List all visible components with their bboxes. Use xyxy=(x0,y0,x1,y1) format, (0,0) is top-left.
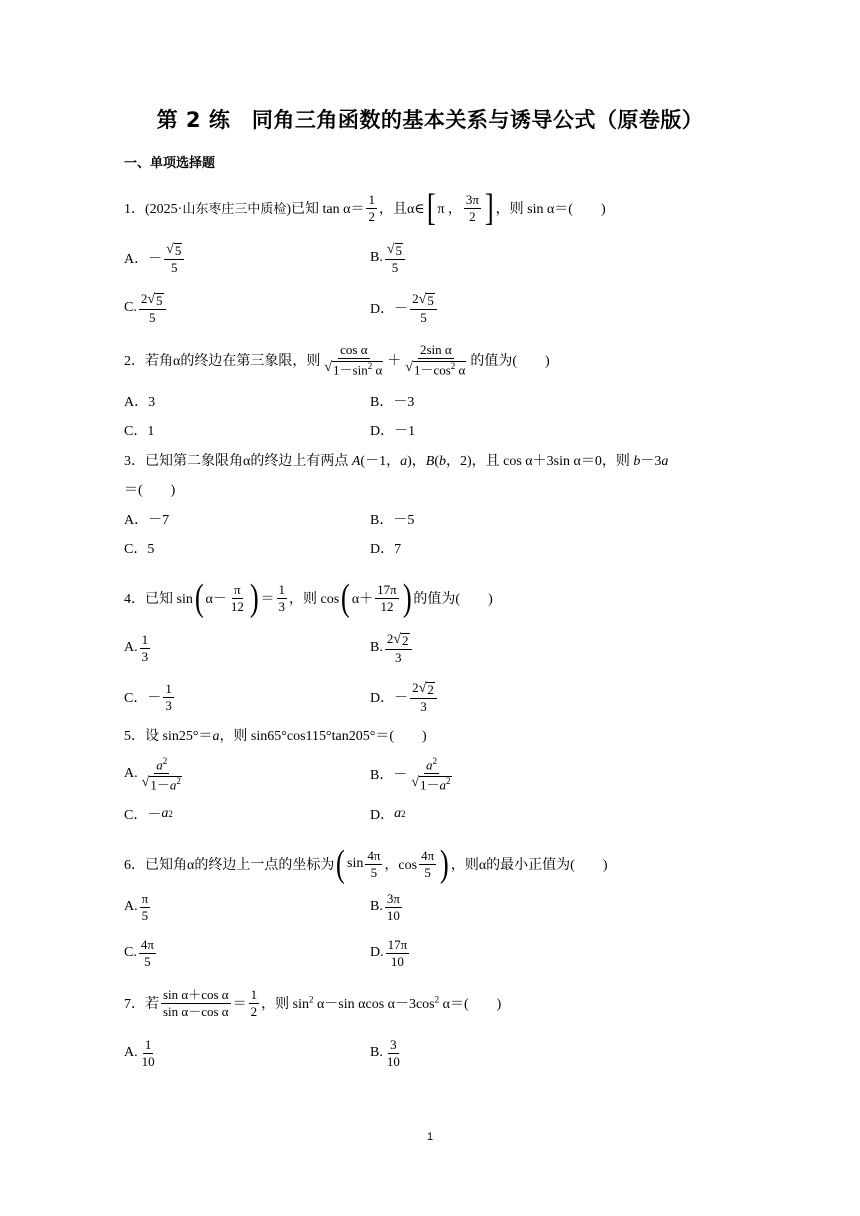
q2-option-c: C．1 xyxy=(124,424,155,439)
page-title: 第 2 练 同角三角函数的基本关系与诱导公式（原卷版） xyxy=(156,108,704,132)
question-5: 5．设 sin25°＝a，则 sin65°cos115°tan205°＝( ) xyxy=(124,729,427,744)
question-4: 4．已知 sin ( α－ $\frac{\pi}{12}$ ) ＝ $\frac{1}{3}$ ，则 cos ( α＋ $\frac{17\pi}{12}$ ) 的值为( ) xyxy=(124,577,493,619)
q2-option-d: D．－1 xyxy=(370,424,416,439)
q1-option-d: D．－ 2 √ 5 5 xyxy=(370,296,439,320)
q7-option-b: B. $\frac{3}{10}$ xyxy=(370,1036,400,1069)
q6-option-a: A. $\frac{\pi}{5}$ xyxy=(124,890,149,923)
q7-option-a: A. $\frac{1}{10}$ xyxy=(124,1036,155,1069)
q4-option-b: B. 2 √ 2 3 xyxy=(370,636,414,660)
question-3-line-1: 3．已知第二象限角α的终边上有两点 A(－1，a)，B(b，2)，且 cos α＋3sin α＝0，则 b－3a xyxy=(124,454,669,469)
q5-option-a: A. $a^2$ √ $1-a^2$ xyxy=(124,755,181,792)
q3-option-c: C．5 xyxy=(124,542,155,557)
q6-option-d: D. $\frac{17\pi}{10}$ xyxy=(370,936,408,969)
q5-option-d: D． a 2 xyxy=(370,806,406,823)
q5-option-b: B．－ $a^2$ √ $1-a^2$ xyxy=(370,755,451,792)
q3-option-a: A．－7 xyxy=(124,513,170,528)
section-heading: 一、单项选择题 xyxy=(124,156,216,171)
q6-option-b: B. $\frac{3\pi}{10}$ xyxy=(370,890,400,923)
q2-option-b: B．－3 xyxy=(370,395,415,410)
question-7: 7．若 $\frac{\text{sin α＋cos α}}{\text{sin α－cos α}}$ ＝ $\frac{1}{2}$ ，则 $\sin^2 \alpha-\sin$ αcos $\alpha-3\cos^2$ α＝( ) xyxy=(124,986,502,1019)
page-number: 1 xyxy=(426,1131,434,1143)
question-2: 2．若角α的终边在第三象限，则 cos α √ $1-\sin^2$ α ＋ 2sin α √ $1-\cos^2$ α 的值为( ) xyxy=(124,342,550,378)
question-1: 1．(2025·山东枣庄三中质检)已知 tan α＝ $\frac{1}{2}$ ，且α∈ [ π ， $\frac{3\pi}{2}$ ] ，则 sin α＝( ) xyxy=(124,187,606,229)
q2-option-a: A．3 xyxy=(124,395,156,410)
q3-option-b: B．－5 xyxy=(370,513,415,528)
q4-option-d: D．－ 2 √ 2 3 xyxy=(370,685,439,709)
question-3-line-2: ＝( ) xyxy=(124,483,176,498)
q1-option-c: C. 2 √ 5 5 xyxy=(124,296,168,320)
q3-option-d: D．7 xyxy=(370,542,402,557)
q1-option-a: A．－ √ 5 5 xyxy=(124,246,186,270)
q6-option-c: C. $\frac{4\pi}{5}$ xyxy=(124,936,154,969)
question-6: 6．已知角α的终边上一点的坐标为 ( sin $\frac{4\pi}{5}$ ，cos $\frac{4\pi}{5}$ ) ，则α的最小正值为( ) xyxy=(124,843,608,885)
q1-option-b: B. √ 5 5 xyxy=(370,246,407,270)
q5-option-c: C．－ a 2 xyxy=(124,806,173,823)
q4-option-a: A. $\frac{1}{3}$ xyxy=(124,631,149,664)
q4-option-c: C．－ $\frac{1}{3}$ xyxy=(124,680,172,713)
